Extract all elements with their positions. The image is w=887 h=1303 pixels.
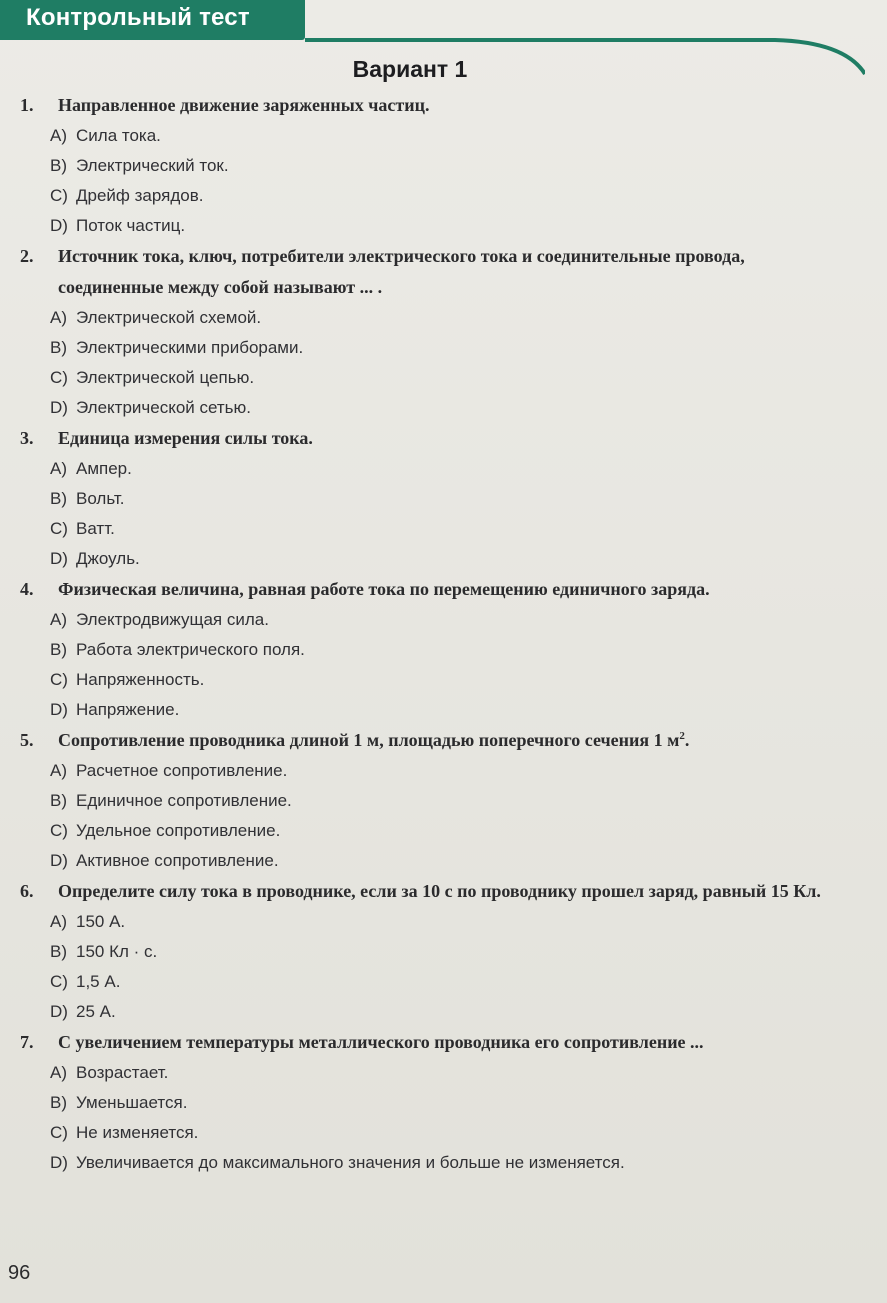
question-5 [0,725,870,876]
question-number: 1. [20,95,34,115]
answer-option: A) 150 А. [50,912,126,931]
answer-option: C) Дрейф зарядов. [50,186,204,205]
page-number: 96 [8,1262,31,1284]
question-2 [0,241,870,423]
question-text: 7. С увеличением температуры металлического проводника его сопротивление ... [0,1027,870,1058]
answer-option: A) Электродвижущая сила. [50,610,269,629]
question-6 [0,876,870,1027]
answer-option: D) 25 А. [50,1002,116,1021]
questions-list [0,90,870,1178]
answer-option: C) Напряженность. [50,670,205,689]
answer-option: C) Электрической цепью. [50,368,255,387]
answer-option: D) Джоуль. [50,549,140,568]
question-text: 6. Определите силу тока в проводнике, если за 10 с по проводнику прошел заряд, равный 15 Кл. [0,876,870,907]
answer-option: B) Электрическими приборами. [50,338,304,357]
answer-option: B) 150 Кл · с. [50,942,158,961]
answer-option: B) Вольт. [50,489,125,508]
answer-option: C) Не изменяется. [50,1123,199,1142]
answer-option: D) Поток частиц. [50,216,186,235]
answer-option: A) Ампер. [50,459,132,478]
question-number: 5. [20,730,34,750]
answer-option: C) Удельное сопротивление. [50,821,281,840]
question-number: 3. [20,428,34,448]
answer-option: C) Ватт. [50,519,115,538]
question-text: 1. Направленное движение заряженных частиц. [0,90,870,121]
question-1 [0,90,870,241]
question-3 [0,423,870,574]
question-number: 2. [20,246,34,266]
question-text: 2. Источник тока, ключ, потребители электрического тока и соединительные провода, соединенные между собой называют ... . [0,241,870,303]
question-text: 4. Физическая величина, равная работе тока по перемещению единичного заряда. [0,574,870,605]
section-title: Контрольный тест [26,4,250,31]
answer-option: D) Напряжение. [50,700,180,719]
answer-option: D) Активное сопротивление. [50,851,279,870]
answer-option: B) Уменьшается. [50,1093,188,1112]
question-4 [0,574,870,725]
answer-option: D) Увеличивается до максимального значения и больше не изменяется. [50,1153,625,1172]
answer-option: A) Расчетное сопротивление. [50,761,288,780]
question-7 [0,1027,870,1178]
answer-option: B) Работа электрического поля. [50,640,305,659]
answer-option: A) Возрастает. [50,1063,169,1082]
answer-option: A) Электрической схемой. [50,308,262,327]
variant-title: Вариант 1 [352,56,468,82]
question-number: 7. [20,1032,34,1052]
question-number: 6. [20,881,34,901]
answer-option: B) Единичное сопротивление. [50,791,292,810]
question-number: 4. [20,579,34,599]
question-text: 5. Сопротивление проводника длиной 1 м, площадью поперечного сечения 1 $м^2$. [0,725,870,756]
answer-option: B) Электрический ток. [50,156,229,175]
section-header-tab [0,0,305,40]
question-text: 3. Единица измерения силы тока. [0,423,870,454]
answer-option: C) 1,5 А. [50,972,121,991]
answer-option: A) Сила тока. [50,126,161,145]
answer-option: D) Электрической сетью. [50,398,252,417]
